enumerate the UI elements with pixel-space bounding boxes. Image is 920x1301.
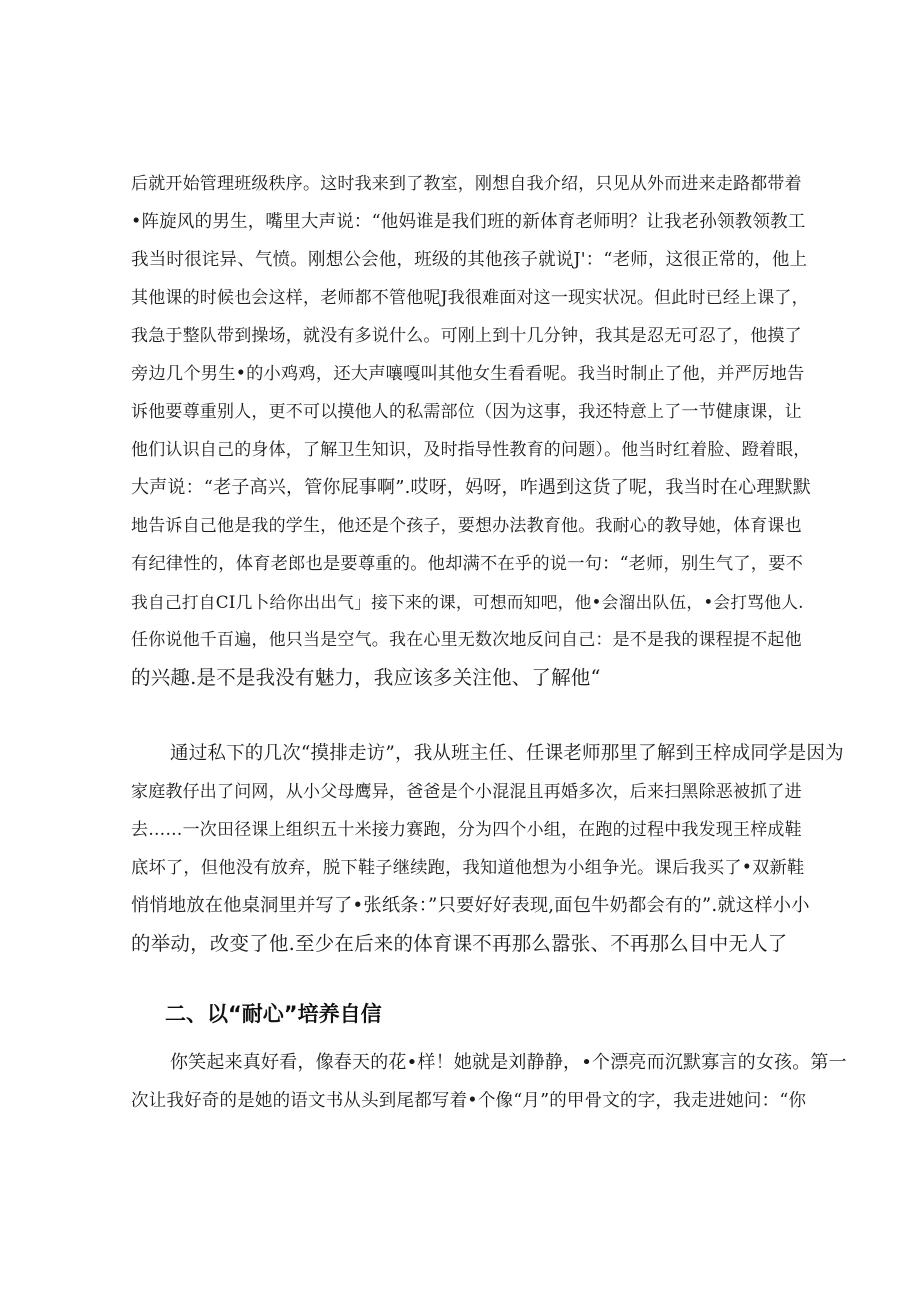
text-line: 大声说：“老子高兴，管你屁事啊”.哎呀，妈呀，咋遇到这货了呢，我当时在心理默默 — [131, 477, 811, 498]
text-line: 底坏了，但他没有放弃，脱下鞋子继续跑，我知道他想为小组争光。课后我买了•双新鞋 — [131, 858, 805, 878]
text-line: 我自己打自CI几卜给你出出气」接下来的课，可想而知吧，他•会溜出队伍，•会打骂他人. — [131, 592, 804, 612]
text-line: 其他课的时候也会这样，老师都不管他呢J我很难面对这一现实状况。但此时已经上课了， — [131, 288, 809, 308]
text-line: 他们认识自己的身体，了解卫生知识，及时指导性教育的问题）。他当时红着脸、蹬着眼， — [131, 440, 811, 460]
text-line: 的兴趣.是不是我没有魅力，我应该多关注他、了解他“ — [131, 666, 601, 689]
text-line: 悄悄地放在他桌洞里并写了•张纸条：”只要好好表现,面包牛奶都会有的”.就这样小小 — [131, 895, 810, 916]
text-line: 你笑起来真好看，像春天的花•样！她就是刘静静，•个漂亮而沉默寡言的女孩。第一 — [170, 1052, 847, 1073]
text-line: 次让我好奇的是她的语文书从头到尾都写着•个像“月”的甲骨文的字，我走进她问：“你 — [131, 1091, 807, 1111]
text-line: 诉他要尊重别人，更不可以摸他人的私需部位（因为这事，我还特意上了一节健康课，让 — [131, 402, 802, 422]
text-line: 我急于整队带到操场，就没有多说什么。可刚上到十几分钟，我其是忍无可忍了，他摸了 — [131, 326, 802, 346]
text-line: 有纪律性的，体育老郎也是要尊重的。他却满不在乎的说一句：“老师，别生气了，要不 — [131, 554, 804, 574]
text-line: 任你说他千百遍，他只当是空气。我在心里无数次地反问自己：是不是我的课程提不起他 — [131, 630, 802, 650]
text-line: 家庭教仔出了问网，从小父母鹰异，爸爸是个小混混且再婚多次，后来扫黑除恶被抓了进 — [131, 782, 802, 802]
text-line: 去……一次田径课上组织五十米接力赛跑，分为四个小组，在跑的过程中我发现王梓成鞋 — [131, 820, 802, 840]
text-line: 我当时很诧异、气愤。刚想公会他，班级的其他孩子就说J'：“老师，这很正常的，他上 — [131, 250, 808, 270]
text-line: 的举动，改变了他.至少在后来的体育课不再那么嚣张、不再那么目中无人了 — [131, 932, 788, 955]
section-heading: 二、以“耐心”培养自信 — [165, 1002, 382, 1026]
text-line: 地告诉自己他是我的学生，他还是个孩子，要想办法教育他。我耐心的教导她，体育课也 — [131, 516, 802, 536]
text-line: 旁边几个男生•的小鸡鸡，还大声嚷嘎叫其他女生看看呢。我当时制止了他，并严厉地告 — [131, 364, 805, 384]
text-line: 通过私下的几次“摸排走访”，我从班主任、任课老师那里了解到王梓成同学是因为 — [170, 743, 844, 764]
text-line: 后就开始管理班级秩序。这时我来到了教室，刚想自我介绍，只见从外而进来走路都带着 — [131, 174, 802, 194]
text-line: •阵旋风的男生，嘴里大声说：“他妈谁是我们班的新体育老师明？让我老孙领教领教工 — [131, 212, 806, 232]
